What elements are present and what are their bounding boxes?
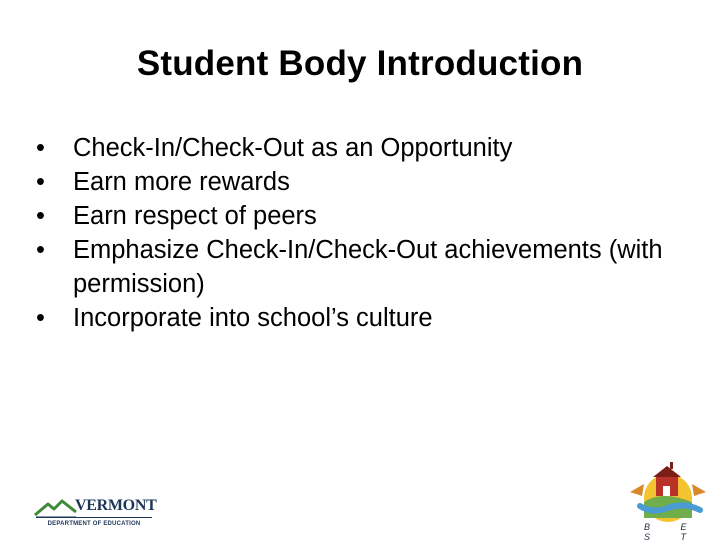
bullet-item — [36, 233, 686, 301]
bullet-list — [36, 131, 686, 335]
bullet-text: Earn more rewards — [73, 168, 290, 196]
vermont-education-logo — [34, 496, 157, 534]
bullet-icon: • — [36, 134, 45, 162]
bullet-item — [36, 165, 686, 199]
best-letters: B E S T — [644, 522, 701, 542]
slide-title: Student Body Introduction — [136, 44, 584, 83]
bullet-icon: • — [36, 236, 45, 264]
bullet-text: Check-In/Check-Out as an Opportunity — [73, 134, 513, 162]
bullet-text: Emphasize Check-In/Check-Out achievements (with permission) — [73, 236, 663, 298]
bullet-item — [36, 131, 686, 165]
mountain-icon — [34, 496, 78, 518]
bullet-text: Earn respect of peers — [73, 202, 317, 230]
best-logo — [622, 462, 714, 542]
bullet-item — [36, 301, 686, 335]
logo-divider — [36, 517, 152, 518]
vermont-subtitle: DEPARTMENT OF EDUCATION — [47, 521, 141, 527]
vermont-wordmark: VERMONT — [75, 497, 157, 514]
bullet-item — [36, 199, 686, 233]
bullet-icon: • — [36, 168, 45, 196]
schoolhouse-globe-icon — [622, 462, 714, 524]
bullet-icon: • — [36, 304, 45, 332]
bullet-text: Incorporate into school’s culture — [73, 304, 433, 332]
bullet-icon: • — [36, 202, 45, 230]
